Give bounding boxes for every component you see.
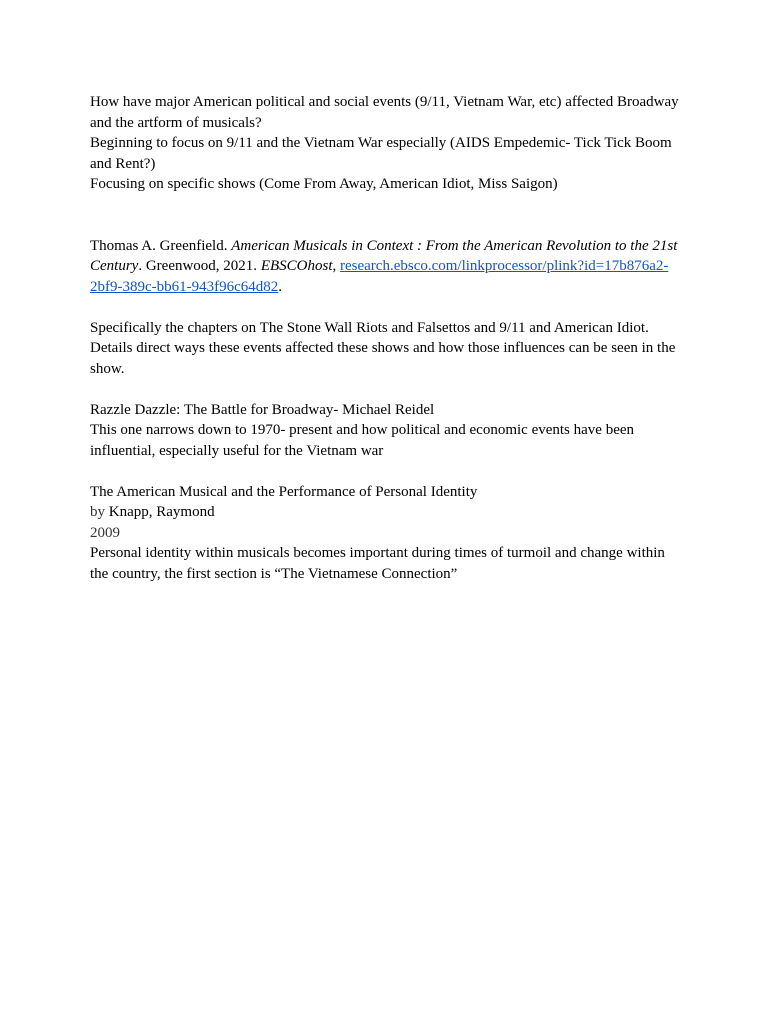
citation-title: American Musicals in Context : From the American Revolution to the 21st Century	[90, 237, 678, 274]
spacer	[90, 297, 680, 318]
document-body	[90, 92, 680, 584]
citation-greenfield	[90, 236, 680, 298]
spacer	[90, 461, 680, 482]
knapp-year: 2009	[90, 524, 120, 541]
knapp-author	[90, 502, 680, 523]
spacer	[90, 195, 680, 236]
razzle-dazzle-note: This one narrows down to 1970- present and how political and economic events have been influential, especially useful for the Vietnam war	[90, 422, 635, 459]
citation-publisher: . Greenwood, 2021.	[138, 258, 261, 274]
shows-statement: Focusing on specific shows (Come From Away, American Idiot, Miss Saigon)	[90, 176, 558, 192]
citation-separator: ,	[332, 258, 340, 274]
knapp-title: The American Musical and the Performance of Personal Identity	[90, 483, 478, 500]
citation-end: .	[278, 278, 283, 295]
research-question: How have major American political and social events (9/11, Vietnam War, etc) affected Broadway and the artform of musicals?	[90, 94, 679, 131]
citation-database: EBSCOhost	[260, 258, 333, 274]
knapp-author-name: Knapp, Raymond	[108, 504, 215, 520]
citation-link[interactable]: research.ebsco.com/linkprocessor/plink?id=17b876a2-2bf9-389c-bb61-943f96c64d82	[90, 258, 669, 295]
greenfield-note: Specifically the chapters on The Stone Wall Riots and Falsettos and 9/11 and American Idiot. Details direct ways these events affected these shows and how those influences can be seen in the show.	[90, 319, 676, 377]
knapp-note: Personal identity within musicals becomes important during times of turmoil and change within the country, the first section is “The Vietnamese Connection”	[90, 545, 665, 582]
knapp-by: by	[90, 504, 109, 520]
spacer	[90, 379, 680, 400]
focus-statement: Beginning to focus on 9/11 and the Vietnam War especially (AIDS Empedemic- Tick Tick Boom and Rent?)	[90, 135, 672, 172]
razzle-dazzle-title: Razzle Dazzle: The Battle for Broadway- Michael Reidel	[90, 401, 435, 418]
citation-author: Thomas A. Greenfield.	[90, 237, 232, 254]
